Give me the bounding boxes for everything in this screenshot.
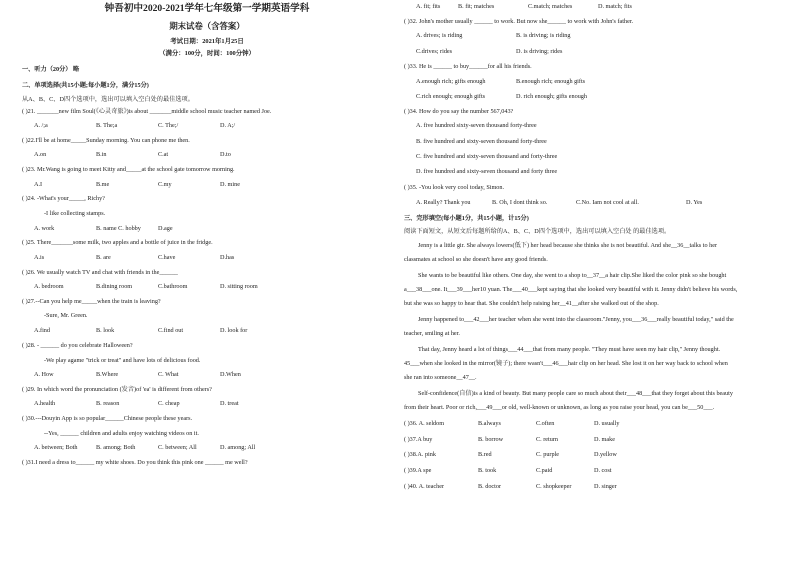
passage-line: from their heart. Poor or rich,___49___or old, well-known or unknown, as long as you raise your head, you can be___50___. [404,404,715,411]
option: C.paid [536,467,553,474]
option: C. between; All [158,444,197,451]
option: A. between; Both [34,444,78,451]
option: C. The;/ [158,122,179,129]
option: A.find [34,327,50,334]
question-dialogue: -Sure, Mr. Green. [44,312,88,319]
answer-options [22,283,392,291]
answer-options [22,371,392,379]
option: D. rich enough; gifts enough [516,93,587,100]
question-stem: ( )21. _______new film Soul(《心灵奇旅》)is about _______middle school music teacher named Joe. [22,108,272,115]
option: C.find out [158,327,184,334]
option: C.No. Iam not cool at all. [576,199,639,206]
option: ( )38.A. pink [404,451,436,458]
option: C.drives; rides [416,48,453,55]
question-stem: ( )31.I need a dress to______ my white shoes. Do you think this pink one ______ me well? [22,459,248,466]
question-stem: ( )30.---Douyin App is so popular______Chinese people these years. [22,415,193,422]
passage-line: Jenny is a little gir. She always lowers(低下) her head because she thinks she is not beautiful. And she__36__talks to her [418,242,718,249]
right-column [404,0,776,562]
exam-subtitle: 期末试卷（含答案） [169,22,245,31]
passage-line: but she was so happy to hear that. She couldn't help raising her__41__after she walked out of the shop. [404,300,659,307]
option: D. make [594,436,615,443]
question-stem: ( )25. There_______some milk, two apples and a bottle of juice in the fridge. [22,239,213,246]
option: C.have [158,254,176,261]
answer-options [22,181,392,189]
option: D. look for [220,327,248,334]
option: B.red [478,451,492,458]
option: B.Where [96,371,119,378]
option: B.always [478,420,501,427]
left-column [22,0,392,562]
question-dialogue: --Yes, ______ children and adults enjoy watching videos on it. [44,430,199,437]
answer-option: A. five hundred sixty-seven thousand forty-three [416,122,537,129]
option: ( )40. A. teacher [404,483,445,490]
option: B. borrow [478,436,504,443]
option: B. doctor [478,483,502,490]
option: C. What [158,371,179,378]
option: C.bathroom [158,283,188,290]
question-stem: ( )35. -You look very cool today, Simon. [404,184,505,191]
option: D.to [220,151,231,158]
question-dialogue: -We play agame "trick or treat" and have lots of delicious food. [44,357,201,364]
option: C. return [536,436,558,443]
section3-instructions: 阅读下面短文，从短文后每题所给的A、B、C、D四个选项中，选出可以填入空白处 的最佳选项。 [404,228,671,235]
option: B. are [96,254,111,261]
answer-options [22,444,392,452]
option: B.me [96,181,110,188]
option: B. look [96,327,115,334]
cloze-answer-row [404,467,776,475]
option: C.often [536,420,555,427]
question-stem: ( )24. -What's your_____, Richy? [22,195,105,202]
passage-line: That day, Jenny heard a lot of things___44___that from many people. "They must have seen my hair clip," Jenny thought. [418,346,721,353]
cloze-answer-row [404,436,776,444]
section2-instructions: 从A、B、C、D四个选项中，选出可以填入空白处的最佳选项。 [22,96,194,103]
passage-line: a___38___one. It___39___her10 yuan. The___40___kept saying that she looked very beautiful with it. Jenny didn't believe his words, [404,286,738,293]
option: D. usually [594,420,620,427]
option: A.health [34,400,56,407]
option: B. Oh, I dont think so. [492,199,548,206]
option: D.When [220,371,241,378]
option: B. took [478,467,497,474]
q31-options [404,3,776,11]
option: C.rich enough; enough gifts [416,93,486,100]
answer-options [404,93,776,101]
cloze-answer-row [404,451,776,459]
option: C.my [158,181,172,188]
section3-title: 三、完形填空(每小题1分，共15小题，计15分) [404,215,529,222]
option: A. work [34,225,55,232]
answer-option: C. five hundred and sixty-seven thousand and forty-three [416,153,558,160]
question-stem: ( )33. He is ______ to buy______for all his friends. [404,63,532,70]
listening-section: 一、听力（20分） 略 [22,66,80,73]
answer-options [22,400,392,408]
option: D. among; All [220,444,256,451]
score-time: （满分：100分，时间：100分钟） [159,50,255,57]
option: D. is driving; rides [516,48,563,55]
cloze-answer-row [404,483,776,491]
option: B. name C. hobby [96,225,141,232]
option: D.has [220,254,235,261]
option: D. A;/ [220,122,236,129]
option: B. reason [96,400,120,407]
answer-options [22,122,392,130]
answer-options [404,48,776,56]
section2-title: 二、单项选择(共15小题;每小题1分，满分15分) [22,82,149,89]
option: B. among; Both [96,444,136,451]
answer-option: B. five hundred and sixty-seven thousand forty-three [416,138,547,145]
option: D.age [158,225,173,232]
option: A.is [34,254,45,261]
option: C. shopkeeper [536,483,572,490]
option: D.yellow [594,451,617,458]
option: D. match; fits [598,3,632,10]
option: A. /;a [34,122,48,129]
option: A.on [34,151,47,158]
option: B.dining room [96,283,133,290]
question-stem: ( )23. Mr.Wang is going to meet Kitty and_____at the school gate tomorrow morning. [22,166,235,173]
answer-options [22,151,392,159]
option: D. singer [594,483,617,490]
question-stem: ( )32. John's mother usually ______ to work. But now she______ to work with John's father. [404,18,634,25]
answer-options [404,78,776,86]
option: C.match; matches [528,3,573,10]
answer-options [404,199,776,207]
option: B.enough rich; enough gifts [516,78,586,85]
question-stem: ( )27.--Can you help me_____when the train is leaving? [22,298,161,305]
question-stem: ( )29. In which word the pronunciation (发音)of 'ea' is different from others? [22,386,212,393]
option: A. bedroom [34,283,64,290]
passage-line: classmates at school so she doesn't have any good friends. [404,256,548,263]
option: ( )36. A. seldom [404,420,445,427]
answer-options [22,254,392,262]
question-stem: ( )28. - ______ do you celebrate Halloween? [22,342,133,349]
answer-options [22,327,392,335]
question-stem: ( )34. How do you say the number 567,043? [404,108,514,115]
option: A. fit; fits [416,3,441,10]
option: D. Yes [686,199,703,206]
option: A. Really? Thank you [416,199,471,206]
option: B. is driving; is riding [516,32,571,39]
option: A.I [34,181,43,188]
passage-line: She wants to be beautiful like others. One day, she went to a shop to__37__a hair clip.She liked the color pink so she bought [418,272,727,279]
option: B.in [96,151,107,158]
option: A.enough rich; gifts enough [416,78,486,85]
passage-line: Self-confidence(自信)is a kind of beauty. But many people care so much about their___48___that they forget about this beauty [418,390,733,397]
option: D. mine [220,181,240,188]
passage-line: teacher, smiling at her. [404,330,460,337]
passage-line: 45___when she looked in the mirror(镜子); there wasn't___46___hair clip on her head. She lost it on her way back to school when [404,360,728,367]
exam-date: 考试日期：2021年1月25日 [170,38,244,45]
passage-line: Jenny happened to___42___her teacher when she went into the classroom."Jenny, you___36___really beautiful today," said the [418,316,734,323]
question-stem: ( )22.I'll be at home_____Sunday morning. You can phone me then. [22,137,190,144]
option: C. purple [536,451,560,458]
answer-options [404,32,776,40]
option: D. sitting room [220,283,258,290]
option: ( )39.A spe [404,467,432,474]
option: B. The;a [96,122,118,129]
cloze-answer-row [404,420,776,428]
option: D. treat [220,400,239,407]
option: A. How [34,371,54,378]
passage-line: she ran into someone__47__. [404,374,477,381]
exam-title: 钟吾初中2020-2021学年七年级第一学期英语学科 [104,3,310,14]
question-dialogue: -I like collecting stamps. [44,210,106,217]
answer-options [22,225,392,233]
option: B. fit; matches [458,3,495,10]
option: C.at [158,151,169,158]
option: C. cheap [158,400,180,407]
option: ( )37.A buy [404,436,433,443]
option: D. cost [594,467,612,474]
question-stem: ( )26. We usually watch TV and chat with friends in the______ [22,269,178,276]
option: A. drives; is riding [416,32,463,39]
answer-option: D. five hundred and sixty-seven thousand and forty three [416,168,558,175]
